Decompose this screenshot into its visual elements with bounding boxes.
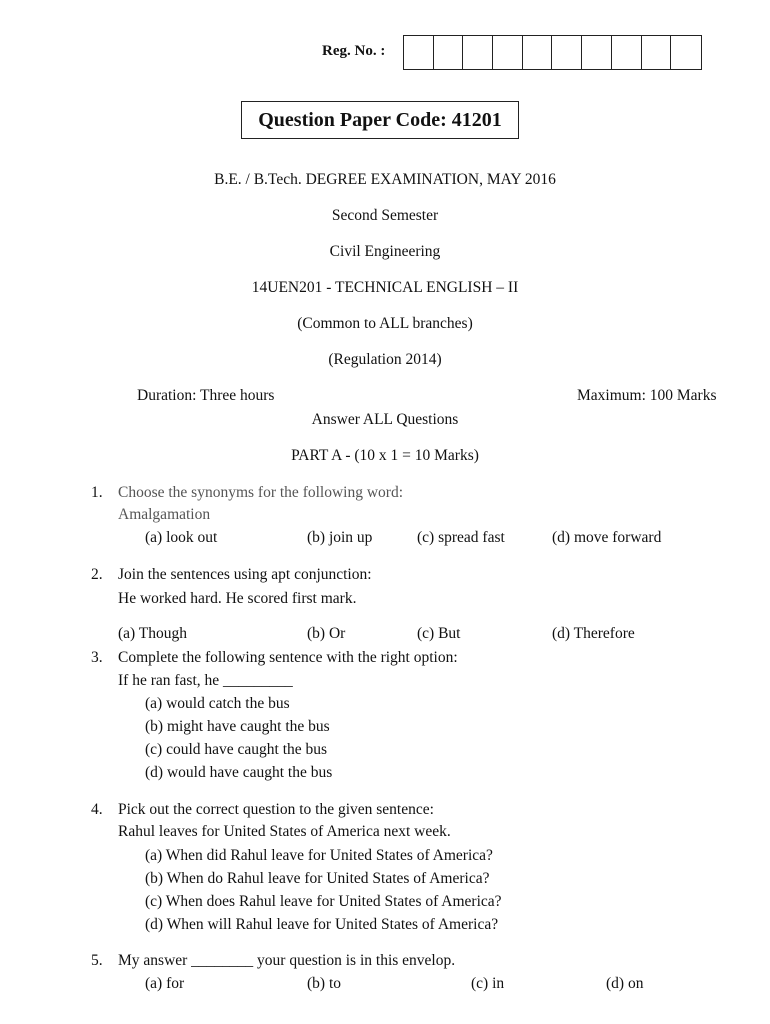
question-text: Complete the following sentence with the right option:	[118, 649, 458, 666]
option: (c) in	[471, 975, 505, 992]
question-paper-code: Question Paper Code: 41201	[241, 101, 519, 139]
option: (d) on	[606, 975, 644, 992]
option: (d) move forward	[552, 529, 662, 546]
option: (c) When does Rahul leave for United States of America?	[145, 893, 502, 910]
option: (a) would catch the bus	[145, 695, 290, 712]
question-number: 1.	[91, 484, 103, 501]
option: (b) Or	[307, 625, 346, 642]
question-text: Choose the synonyms for the following word:	[118, 484, 404, 501]
option: (b) join up	[307, 529, 373, 546]
common-note: (Common to ALL branches)	[297, 315, 473, 332]
option: (a) look out	[145, 529, 218, 546]
reg-no-box	[671, 36, 701, 69]
option: (b) might have caught the bus	[145, 718, 330, 735]
duration: Duration: Three hours	[137, 387, 275, 404]
option: (b) to	[307, 975, 342, 992]
question-sentence: He worked hard. He scored first mark.	[118, 590, 357, 607]
option: (d) When will Rahul leave for United States of America?	[145, 916, 499, 933]
option: (a) Though	[118, 625, 188, 642]
option: (c) But	[417, 625, 461, 642]
option: (d) would have caught the bus	[145, 764, 333, 781]
question-text: Join the sentences using apt conjunction:	[118, 566, 372, 583]
reg-no-box	[523, 36, 553, 69]
reg-no-box	[404, 36, 434, 69]
max-marks: Maximum: 100 Marks	[577, 387, 717, 404]
reg-no-box	[612, 36, 642, 69]
question-word: Amalgamation	[118, 506, 211, 523]
option: (a) for	[145, 975, 185, 992]
instruction: Answer ALL Questions	[311, 411, 459, 428]
option: (d) Therefore	[552, 625, 635, 642]
reg-no-box	[493, 36, 523, 69]
question-number: 3.	[91, 649, 103, 666]
department: Civil Engineering	[329, 243, 441, 260]
question-number: 5.	[91, 952, 103, 969]
option: (b) When do Rahul leave for United States of America?	[145, 870, 490, 887]
reg-no-box	[434, 36, 464, 69]
question-text: My answer ________ your question is in this envelop.	[118, 952, 456, 969]
reg-no-boxes	[403, 35, 702, 70]
option: (c) spread fast	[417, 529, 505, 546]
course-title: 14UEN201 - TECHNICAL ENGLISH – II	[251, 279, 519, 296]
reg-no-label: Reg. No. :	[322, 43, 386, 59]
reg-no-box	[642, 36, 672, 69]
question-number: 4.	[91, 801, 103, 818]
part-heading: PART A - (10 x 1 = 10 Marks)	[291, 447, 479, 464]
semester: Second Semester	[331, 207, 439, 224]
reg-no-box	[582, 36, 612, 69]
question-number: 2.	[91, 566, 103, 583]
option: (a) When did Rahul leave for United States of America?	[145, 847, 493, 864]
reg-no-box	[552, 36, 582, 69]
regulation: (Regulation 2014)	[328, 351, 442, 368]
question-sentence: If he ran fast, he _________	[118, 672, 293, 689]
exam-title: B.E. / B.Tech. DEGREE EXAMINATION, MAY 2016	[214, 171, 556, 188]
reg-no-box	[463, 36, 493, 69]
question-sentence: Rahul leaves for United States of America next week.	[118, 823, 451, 840]
option: (c) could have caught the bus	[145, 741, 328, 758]
question-text: Pick out the correct question to the given sentence:	[118, 801, 434, 818]
